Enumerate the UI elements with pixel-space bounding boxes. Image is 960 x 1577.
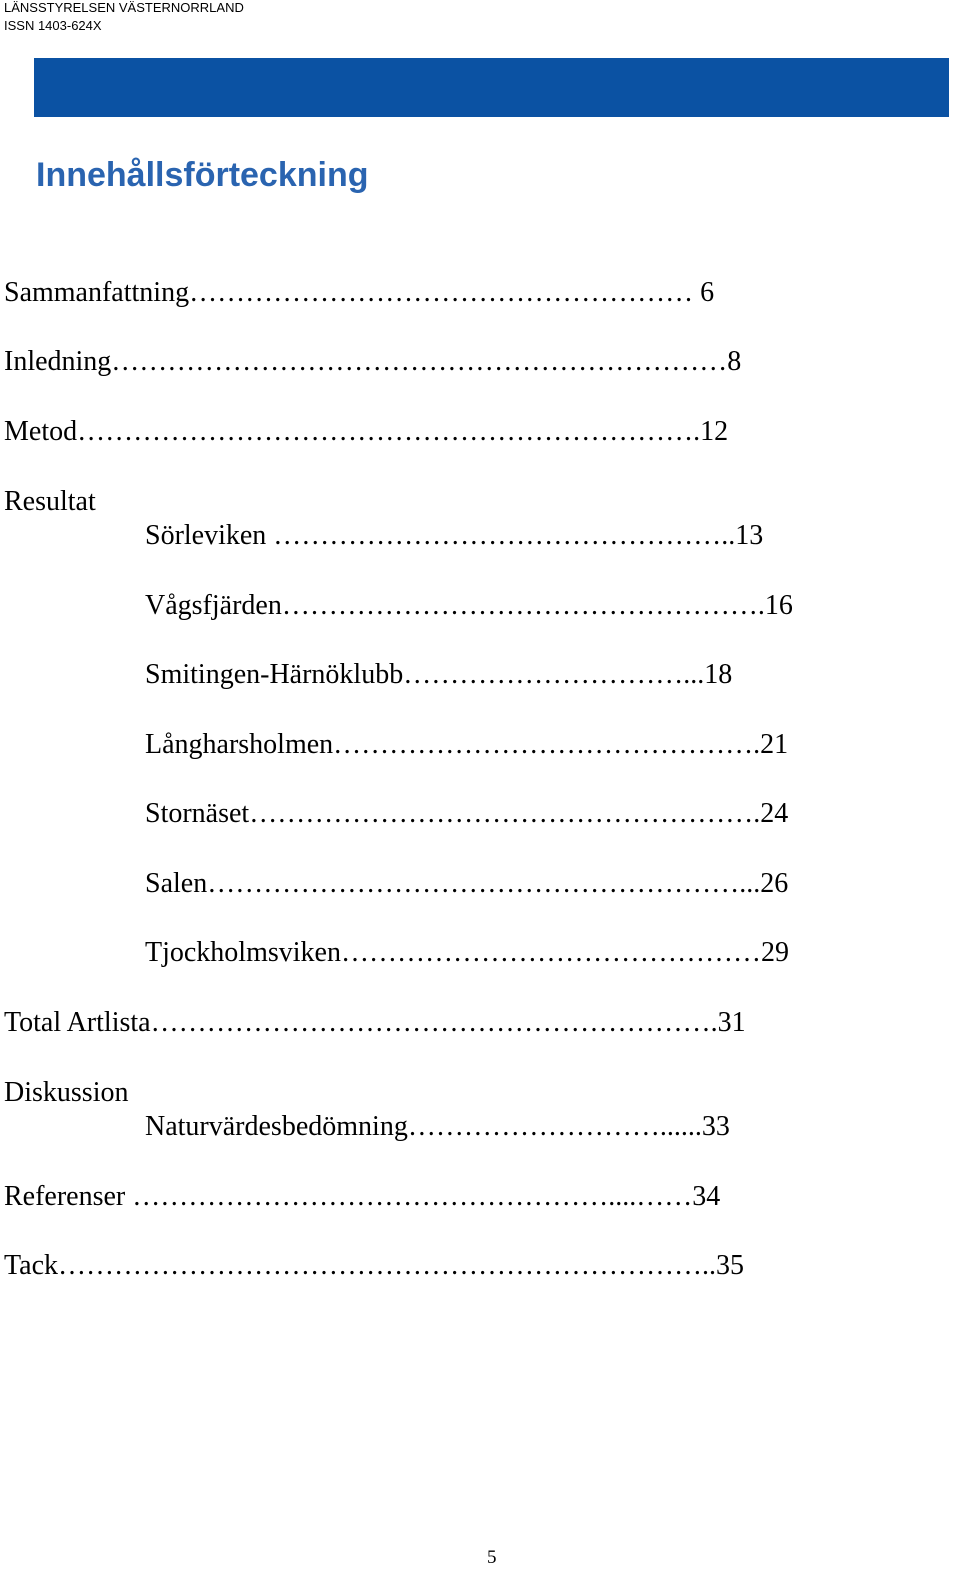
toc-item-salen: Salen…………………………………………………...26 — [145, 868, 789, 899]
page-title: Innehållsförteckning — [36, 156, 369, 194]
toc-item-vagsfjarden: Vågsfjärden…………………………………………….16 — [145, 590, 793, 621]
toc-item-tack: Tack……………………………………………………………..35 — [4, 1250, 745, 1281]
header-banner — [34, 58, 949, 117]
toc-item-referenser: Referenser ……………………………………………....……34 — [4, 1181, 721, 1212]
toc-section-diskussion: Diskussion — [4, 1077, 129, 1108]
toc-item-inledning: Inledning…………………………………………………………8 — [4, 346, 742, 377]
toc-item-stornaset: Stornäset……………………………………………….24 — [145, 798, 789, 829]
toc-section-resultat: Resultat — [4, 486, 96, 517]
toc-item-smitingen-harnoklubb: Smitingen-Härnöklubb…………………………...18 — [145, 659, 733, 690]
page-number: 5 — [487, 1547, 497, 1568]
header-issn: ISSN 1403-624X — [4, 18, 102, 33]
toc-item-sorleviken: Sörleviken …………………………………………..13 — [145, 520, 764, 551]
toc-item-tjockholmsviken: Tjockholmsviken………………………………………29 — [145, 937, 789, 968]
toc-item-metod: Metod………………………………………………………….12 — [4, 416, 729, 447]
toc-item-total-artlista: Total Artlista…………………………………………………….31 — [4, 1007, 746, 1038]
toc-item-naturvardesbedomning: Naturvärdesbedömning………………………......33 — [145, 1111, 730, 1142]
toc-item-sammanfattning: Sammanfattning……………………………………………… 6 — [4, 277, 715, 308]
toc-item-langharsholmen: Långharsholmen……………………………………….21 — [145, 729, 789, 760]
header-organization: LÄNSSTYRELSEN VÄSTERNORRLAND — [4, 0, 244, 15]
